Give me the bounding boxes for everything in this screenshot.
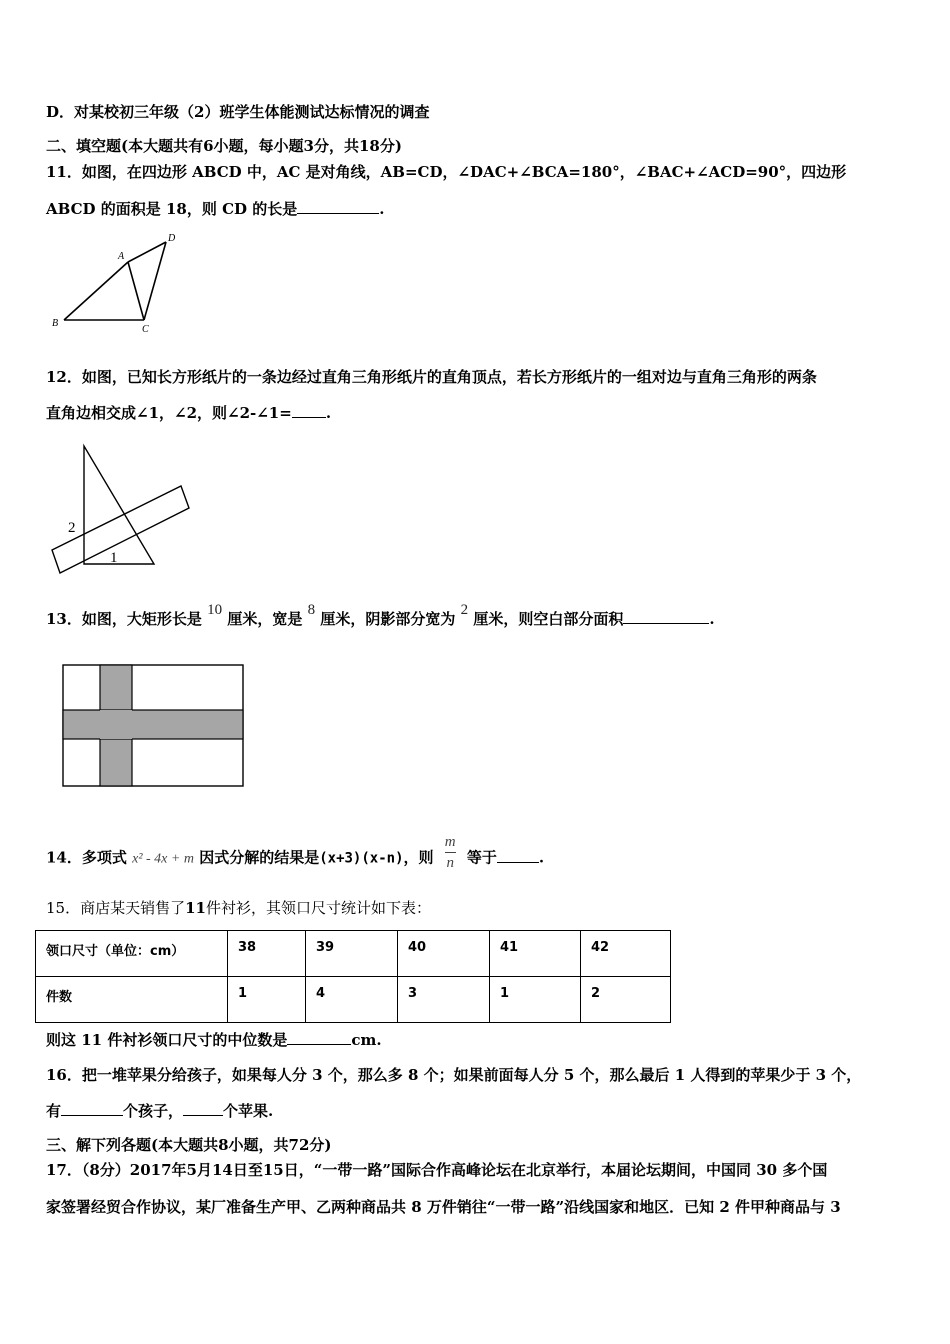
unit-cm: cm.: [351, 1031, 382, 1049]
q16-line-1: 16．把一堆苹果分给孩子，如果每人分 3 个，那么多 8 个；如果前面每人分 5 个，那么最后 1 人得到的苹果少于 3 个，: [46, 1066, 862, 1084]
q13-text: 厘米，阴影部分宽为: [320, 610, 456, 628]
table-header-cell: 42: [581, 931, 671, 977]
q16-text: 个孩子，: [123, 1102, 184, 1120]
table-row: [36, 977, 671, 1023]
table-header-cell: 40: [398, 931, 490, 977]
table-cell: 1: [228, 977, 306, 1023]
q11-line-1: 11．如图，在四边形 ABCD 中，AC 是对角线，AB=CD，∠DAC+∠BCA=180°，∠BAC+∠ACD=90°，四边形: [46, 163, 847, 181]
table-cell: 3: [398, 977, 490, 1023]
q16-text: 有: [46, 1102, 62, 1120]
q16-text: 个苹果.: [223, 1102, 274, 1120]
answer-blank: [287, 1030, 351, 1045]
answer-blank: [623, 609, 709, 624]
q14-text: 等于: [466, 848, 497, 867]
figure-rectangle-cross: [62, 664, 246, 788]
q15-text: 件衬衫，其领口尺寸统计如下表：: [205, 899, 431, 917]
table-header-cell: 41: [490, 931, 581, 977]
q12-text: 直角边相交成∠1，∠2，则∠2-∠1=: [46, 404, 292, 422]
table-header-cell: 39: [306, 931, 398, 977]
answer-blank: [61, 1101, 123, 1116]
answer-blank: [497, 848, 539, 863]
width-value: 8: [307, 602, 316, 618]
label-b: B: [52, 318, 59, 329]
table-cell: 件数: [36, 977, 228, 1023]
table-header-cell: 领口尺寸（单位：cm）: [36, 931, 228, 977]
table-header-cell: 38: [228, 931, 306, 977]
q15-line: [46, 898, 431, 918]
q11-text: ABCD 的面积是 18，则 CD 的长是: [46, 200, 298, 218]
q14-text: ，则: [403, 848, 434, 867]
q13-text: 13．如图，大矩形长是: [46, 610, 202, 628]
answer-blank: [297, 199, 379, 214]
angle-1-label: 1: [110, 550, 118, 566]
q15-after-line: [46, 1030, 382, 1050]
q11-line-2: ABCD 的面积是 18，则 CD 的长是 .: [46, 200, 385, 218]
q12-line-1: 12．如图，已知长方形纸片的一条边经过直角三角形纸片的直角顶点，若长方形纸片的一组对边与直角三角形的两条: [46, 368, 817, 386]
answer-blank: [183, 1101, 223, 1116]
q17-line-2: 家签署经贸合作协议，某厂准备生产甲、乙两种商品共 8 万件销往“一带一路”沿线国家和地区．已知 2 件甲种商品与 3: [46, 1198, 841, 1216]
q12-line-2: 直角边相交成∠1，∠2，则∠2-∠1= .: [46, 404, 332, 422]
figure-rectangle-triangle: [46, 438, 196, 583]
q13-text: 厘米，则空白部分面积: [473, 610, 624, 628]
table-cell: 4: [306, 977, 398, 1023]
angle-2-label: 2: [68, 520, 76, 536]
label-d: D: [168, 233, 176, 244]
q13-line: 13．如图，大矩形长是 10 厘米，宽是 8 厘米，阴影部分宽为 2 厘米，则空白部分面积 .: [46, 602, 715, 628]
polynomial: x² - 4x + m: [132, 851, 194, 867]
table-row: [36, 931, 671, 977]
factored-result: (x+3)(x-n): [319, 850, 404, 867]
option-d: D．对某校初三年级（2）班学生体能测试达标情况的调查: [46, 103, 430, 121]
q15-text: 15．商店某天销售了: [46, 899, 186, 917]
q15-text: 则这 11 件衬衫领口尺寸的中位数是: [46, 1031, 288, 1049]
figure-quadrilateral-abcd: [46, 228, 186, 338]
fraction-m-over-n: $\frac{m}{n}$: [444, 834, 456, 871]
q14-text: 14．多项式: [46, 848, 127, 867]
label-c: C: [142, 324, 149, 335]
table-cell: 2: [581, 977, 671, 1023]
q16-line-2: [46, 1101, 273, 1121]
section-2-heading: 二、填空题(本大题共有6小题，每小题3分，共18分): [46, 137, 402, 155]
shirt-count: 11: [185, 899, 206, 917]
q13-text: 厘米，宽是: [227, 610, 303, 628]
table-cell: 1: [490, 977, 581, 1023]
q14-text: 因式分解的结果是: [199, 848, 320, 867]
label-a: A: [118, 251, 125, 262]
collar-size-table: [35, 930, 671, 1023]
section-3-heading: 三、解下列各题(本大题共8小题，共72分): [46, 1136, 332, 1154]
shaded-horizontal-strip: [63, 710, 243, 739]
q14-line: 14．多项式 x² - 4x + m 因式分解的结果是(x+3)(x-n)，则 $\frac{m}{n}$ 等于 .: [46, 834, 545, 871]
length-value: 10: [207, 602, 223, 618]
answer-blank: [292, 403, 326, 418]
shadow-width-value: 2: [460, 602, 469, 618]
q17-line-1: 17．（8分）2017年5月14日至15日，“一带一路”国际合作高峰论坛在北京举行，本届论坛期间，中国同 30 多个国: [46, 1161, 828, 1179]
